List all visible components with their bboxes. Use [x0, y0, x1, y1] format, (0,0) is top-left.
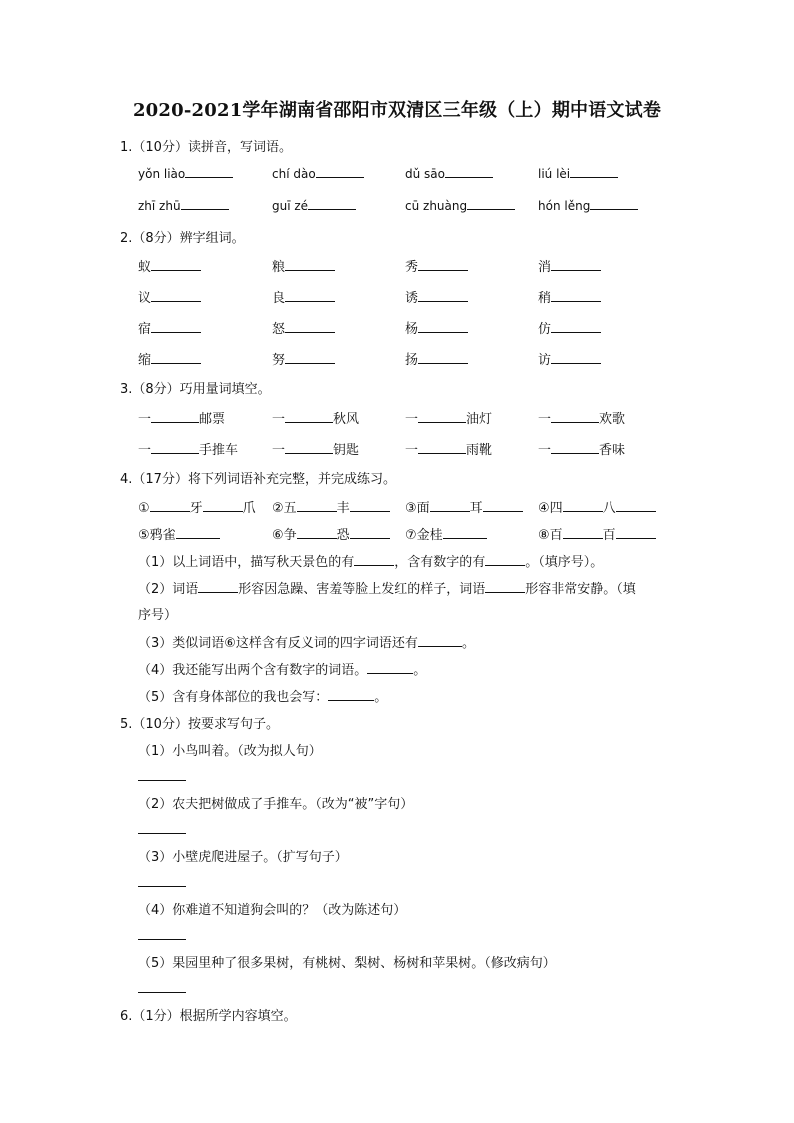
- answer-blank[interactable]: [308, 198, 356, 210]
- idiom-item: ④四 八: [538, 497, 656, 516]
- char-item: 蚁: [138, 256, 201, 275]
- answer-blank[interactable]: [616, 500, 656, 512]
- answer-blank[interactable]: [418, 442, 466, 454]
- question-4-stem: 4.（17分）将下列词语补充完整，并完成练习。: [120, 472, 396, 487]
- answer-blank[interactable]: [551, 352, 601, 364]
- answer-blank[interactable]: [418, 259, 468, 271]
- question-4-sub-4: （4）我还能写出两个含有数字的词语。 。: [138, 663, 427, 678]
- char-item: 缩: [138, 349, 201, 368]
- answer-blank[interactable]: [185, 166, 233, 178]
- pinyin-item: cū zhuàng: [405, 198, 515, 214]
- answer-blank[interactable]: [551, 442, 599, 454]
- answer-blank[interactable]: [151, 352, 201, 364]
- answer-blank[interactable]: [418, 290, 468, 302]
- idiom-item: ②五 丰: [272, 497, 390, 516]
- answer-blank[interactable]: [418, 635, 462, 647]
- answer-blank[interactable]: [350, 527, 390, 539]
- char-item: 仿: [538, 318, 601, 337]
- answer-blank[interactable]: [350, 500, 390, 512]
- char-item: 粮: [272, 256, 335, 275]
- char-item: 扬: [405, 349, 468, 368]
- question-6-stem: 6.（1分）根据所学内容填空。: [120, 1009, 297, 1024]
- question-3-stem: 3.（8分）巧用量词填空。: [120, 382, 271, 397]
- answer-blank[interactable]: [176, 527, 220, 539]
- answer-blank[interactable]: [483, 500, 523, 512]
- question-5-stem: 5.（10分）按要求写句子。: [120, 717, 279, 732]
- answer-blank[interactable]: [297, 527, 337, 539]
- question-5-item-5: （5）果园里种了很多果树，有桃树、梨树、杨树和苹果树。（修改病句）: [138, 956, 556, 971]
- question-4-sub-1: （1）以上词语中，描写秋天景色的有 ，含有数字的有 。（填序号）。: [138, 555, 604, 570]
- answer-blank[interactable]: [551, 259, 601, 271]
- answer-line[interactable]: [138, 832, 186, 834]
- answer-line[interactable]: [138, 938, 186, 940]
- answer-blank[interactable]: [570, 166, 618, 178]
- char-item: 议: [138, 287, 201, 306]
- answer-blank[interactable]: [443, 527, 487, 539]
- answer-blank[interactable]: [285, 259, 335, 271]
- pinyin-item: zhī zhū: [138, 198, 229, 214]
- answer-blank[interactable]: [551, 290, 601, 302]
- char-item: 诱: [405, 287, 468, 306]
- char-item: 消: [538, 256, 601, 275]
- pinyin-item: chí dào: [272, 166, 364, 182]
- question-4-sub-3: （3）类似词语⑥这样含有反义词的四字词语还有 。: [138, 636, 475, 651]
- answer-blank[interactable]: [285, 411, 333, 423]
- idiom-item: ⑦金桂: [405, 524, 487, 543]
- answer-blank[interactable]: [367, 662, 413, 674]
- measure-item: 一 钥匙: [272, 443, 360, 458]
- answer-blank[interactable]: [297, 500, 337, 512]
- answer-blank[interactable]: [198, 581, 238, 593]
- idiom-item: ⑥争 恐: [272, 524, 390, 543]
- measure-item: 一 油灯: [405, 412, 493, 427]
- answer-blank[interactable]: [551, 411, 599, 423]
- answer-line[interactable]: [138, 991, 186, 993]
- answer-blank[interactable]: [285, 321, 335, 333]
- pinyin-item: yǒn liào: [138, 166, 233, 182]
- question-5-item-4: （4）你难道不知道狗会叫的？（改为陈述句）: [138, 903, 407, 918]
- answer-blank[interactable]: [285, 352, 335, 364]
- char-item: 秀: [405, 256, 468, 275]
- answer-blank[interactable]: [445, 166, 493, 178]
- measure-item: 一 秋风: [272, 412, 360, 427]
- pinyin-item: liú lèi: [538, 166, 618, 182]
- question-4-sub-2-cont: 序号）: [138, 608, 178, 623]
- char-item: 访: [538, 349, 601, 368]
- answer-blank[interactable]: [285, 442, 333, 454]
- measure-item: 一 邮票: [138, 412, 226, 427]
- answer-blank[interactable]: [151, 411, 199, 423]
- answer-blank[interactable]: [328, 689, 374, 701]
- pinyin-item: hón lěng: [538, 198, 638, 214]
- answer-blank[interactable]: [485, 581, 525, 593]
- measure-item: 一 香味: [538, 443, 626, 458]
- answer-blank[interactable]: [151, 290, 201, 302]
- answer-blank[interactable]: [203, 500, 243, 512]
- answer-blank[interactable]: [150, 500, 190, 512]
- answer-blank[interactable]: [418, 352, 468, 364]
- question-5-item-2: （2）农夫把树做成了手推车。（改为“被”字句）: [138, 797, 414, 812]
- answer-blank[interactable]: [551, 321, 601, 333]
- question-5-item-1: （1）小鸟叫着。（改为拟人句）: [138, 744, 322, 759]
- answer-blank[interactable]: [430, 500, 470, 512]
- answer-blank[interactable]: [485, 554, 525, 566]
- question-5-item-3: （3）小壁虎爬进屋子。（扩写句子）: [138, 850, 348, 865]
- char-item: 努: [272, 349, 335, 368]
- measure-item: 一 手推车: [138, 443, 239, 458]
- measure-item: 一 雨靴: [405, 443, 493, 458]
- idiom-item: ⑧百 百: [538, 524, 656, 543]
- answer-blank[interactable]: [563, 527, 603, 539]
- answer-blank[interactable]: [590, 198, 638, 210]
- answer-blank[interactable]: [418, 321, 468, 333]
- answer-blank[interactable]: [563, 500, 603, 512]
- measure-item: 一 欢歌: [538, 412, 626, 427]
- answer-blank[interactable]: [418, 411, 466, 423]
- idiom-item: ⑤鸦雀: [138, 524, 220, 543]
- char-item: 宿: [138, 318, 201, 337]
- answer-blank[interactable]: [151, 321, 201, 333]
- question-4-sub-5: （5）含有身体部位的我也会写： 。: [138, 690, 388, 705]
- pinyin-item: dǔ sāo: [405, 166, 493, 182]
- question-1-stem: 1.（10分）读拼音，写词语。: [120, 140, 292, 155]
- answer-line[interactable]: [138, 779, 186, 781]
- answer-blank[interactable]: [467, 198, 515, 210]
- pinyin-item: guī zé: [272, 198, 356, 214]
- idiom-item: ① 牙 爪: [138, 501, 256, 516]
- answer-blank[interactable]: [181, 198, 229, 210]
- char-item: 杨: [405, 318, 468, 337]
- answer-line[interactable]: [138, 885, 186, 887]
- answer-blank[interactable]: [285, 290, 335, 302]
- char-item: 稍: [538, 287, 601, 306]
- answer-blank[interactable]: [316, 166, 364, 178]
- question-2-stem: 2.（8分）辨字组词。: [120, 231, 245, 246]
- idiom-item: ③面 耳: [405, 497, 523, 516]
- answer-blank[interactable]: [354, 554, 394, 566]
- char-item: 怒: [272, 318, 335, 337]
- page-title: 2020-2021学年湖南省邵阳市双清区三年级（上）期中语文试卷: [132, 100, 662, 121]
- char-item: 良: [272, 287, 335, 306]
- answer-blank[interactable]: [151, 442, 199, 454]
- answer-blank[interactable]: [151, 259, 201, 271]
- answer-blank[interactable]: [616, 527, 656, 539]
- question-4-sub-2: （2）词语 形容因急躁、害羞等脸上发红的样子，词语 形容非常安静。（填: [138, 582, 636, 597]
